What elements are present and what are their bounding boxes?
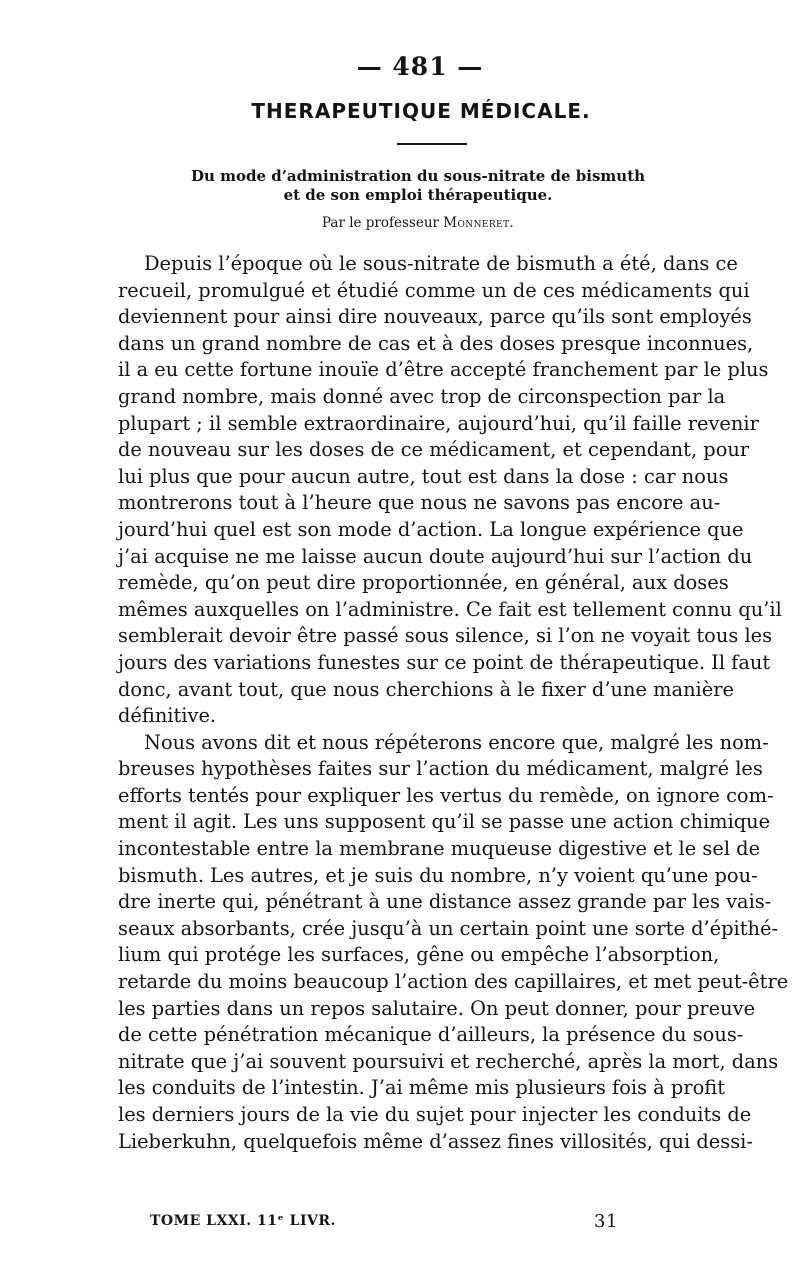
text-line: grand nombre, mais donné avec trop de circonspection par la <box>118 384 726 408</box>
text-line: jours des variations funestes sur ce point de thérapeutique. Il faut <box>118 650 771 674</box>
text-line: dans un grand nombre de cas et à des doses presque inconnues, <box>118 331 754 355</box>
author-prefix: Par le professeur <box>321 215 439 231</box>
text-line: retarde du moins beaucoup l’action des capillaires, et met peut-être <box>118 970 789 994</box>
text-line: breuses hypothèses faites sur l’action du médicament, malgré les <box>118 757 763 781</box>
text-line: mêmes auxquelles on l’administre. Ce fait est tellement connu qu’il <box>118 597 782 621</box>
article-title-line-1: Du mode d’administration du sous-nitrate de bismuth <box>190 167 646 185</box>
text-line: les parties dans un repos salutaire. On peut donner, pour preuve <box>118 996 756 1020</box>
text-line: incontestable entre la membrane muqueuse digestive et le sel de <box>118 837 761 861</box>
text-line: donc, avant tout, que nous cherchions à le fixer d’une manière <box>118 677 734 701</box>
page-footer <box>150 1211 620 1232</box>
text-line: j’ai acquise ne me laisse aucun doute aujourd’hui sur l’action du <box>118 544 753 568</box>
text-line: lui plus que pour aucun autre, tout est dans la dose : car nous <box>118 464 729 488</box>
text-line: efforts tentés pour expliquer les vertus du remède, on ignore com- <box>118 783 774 807</box>
section-title: THERAPEUTIQUE MÉDICALE. <box>251 99 591 123</box>
text-line: lium qui protége les surfaces, gêne ou empêche l’absorption, <box>118 943 720 967</box>
text-line: recueil, promulgué et étudié comme un de ces médicaments qui <box>118 278 750 302</box>
text-line: jourd’hui quel est son mode d’action. La longue expérience que <box>118 517 744 541</box>
text-line: dre inerte qui, pénétrant à une distance assez grande par les vais- <box>118 890 772 914</box>
author-line <box>118 215 682 231</box>
text-line: les derniers jours de la vie du sujet pour injecter les conduits de <box>118 1103 752 1126</box>
text-line: définitive. <box>118 704 217 728</box>
text-line: bismuth. Les autres, et je suis du nombre, n’y voient qu’une pou- <box>118 863 758 887</box>
text-line: deviennent pour ainsi dire nouveaux, parce qu’ils sont employés <box>118 305 752 329</box>
text-line: de nouveau sur les doses de ce médicament, et cependant, pour <box>118 438 750 462</box>
text-line: plupart ; il semble extraordinaire, aujourd’hui, qu’il faille revenir <box>118 411 759 435</box>
article-title <box>118 167 682 205</box>
footer-volume: TOME LXXI. 11ᵉ LIVR. <box>150 1213 336 1229</box>
text-line: remède, qu’on peut dire proportionnée, en général, aux doses <box>118 571 729 595</box>
text-line: seaux absorbants, crée jusqu’à un certain point une sorte d’épithé- <box>118 916 779 940</box>
text-line: Depuis l’époque où le sous-nitrate de bismuth a été, dans ce <box>144 252 738 275</box>
author-name: Monneret. <box>443 215 515 231</box>
page <box>118 52 789 1242</box>
text-line: nitrate que j’ai souvent poursuivi et recherché, après la mort, dans <box>118 1049 779 1073</box>
text-line: montrerons tout à l’heure que nous ne savons pas encore au- <box>118 491 721 515</box>
title-rule <box>397 143 467 145</box>
text-line: Lieberkuhn, quelquefois même d’assez fines villosités, qui dessi- <box>118 1129 753 1153</box>
text-line: ment il agit. Les uns supposent qu’il se passe une action chimique <box>118 810 771 834</box>
body-text <box>118 251 789 1155</box>
text-line: il a eu cette fortune inouïe d’être accepté franchement par le plus <box>118 358 769 382</box>
text-line: Nous avons dit et nous répéterons encore que, malgré les nom- <box>144 730 769 754</box>
footer-sheet-number: 31 <box>594 1211 618 1232</box>
article-title-line-2: et de son emploi thérapeutique. <box>283 186 553 204</box>
page-number: — 481 — <box>356 52 484 81</box>
text-line: semblerait devoir être passé sous silence, si l’on ne voyait tous les <box>118 624 773 648</box>
text-line: de cette pénétration mécanique d’ailleurs, la présence du sous- <box>118 1023 744 1047</box>
text-line: les conduits de l’intestin. J’ai même mis plusieurs fois à profit <box>118 1076 725 1100</box>
